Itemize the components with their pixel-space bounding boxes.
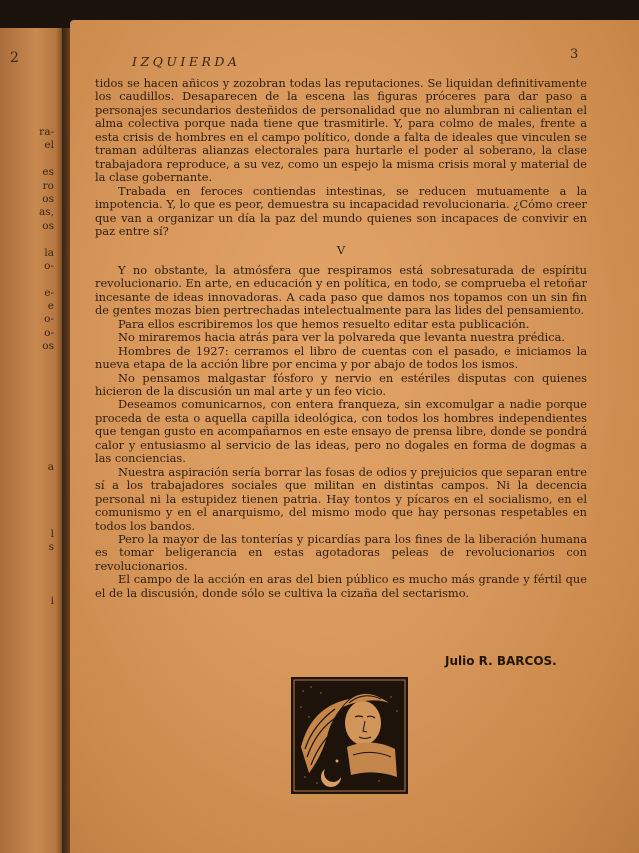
paragraph: No miraremos hacia atrás para ver la polvareda que levanta nuestra prédica. — [118, 330, 566, 345]
left-fragment-line — [0, 474, 54, 487]
left-fragment-line — [0, 354, 54, 367]
left-fragment-line: e — [47, 300, 54, 313]
page-number: 3 — [570, 47, 579, 62]
paragraph: El campo de la acción en aras del bien público es mucho más grande y fértil que el de la discusión, donde sólo se cultiva la cizaña del sectarismo. — [95, 572, 587, 600]
left-fragment-line: ro — [42, 179, 54, 192]
left-fragment-line — [0, 434, 54, 447]
left-fragment-line — [0, 514, 54, 527]
left-fragment-line: e- — [44, 286, 54, 299]
left-fragment-line — [0, 581, 54, 594]
left-fragment-line: os — [42, 192, 54, 205]
left-fragment-line: o- — [44, 259, 54, 272]
left-fragment-line — [0, 421, 54, 434]
left-fragment-line: o- — [44, 313, 54, 326]
left-fragment-line — [0, 555, 54, 568]
section-numeral: V — [336, 243, 346, 258]
left-fragment-line: l — [50, 527, 54, 540]
left-fragment-line — [0, 233, 54, 246]
left-fragment-line — [0, 367, 54, 380]
left-fragment-line — [0, 501, 54, 514]
author-signature: Julio R. BARCOS. — [445, 654, 557, 668]
left-page-fragments — [0, 126, 62, 635]
left-fragment-line — [0, 407, 54, 420]
running-header: IZQUIERDA — [132, 54, 241, 69]
article-body — [95, 77, 587, 600]
paragraph: Y no obstante, la atmósfera que respiramos está sobresaturada de espíritu revolucionario. En arte, en educación y en política, en todo, se comprueba el retoñar incesante de ideas innovadoras. A cada paso que damos nos topamos con un sin fin de gentes mozas bien pertrechadas intelectualmente para las lides del pensamiento. — [95, 262, 587, 318]
left-fragment-line: ra- — [39, 126, 54, 138]
woodcut-vignette — [291, 677, 408, 794]
left-fragment-line: o- — [44, 326, 54, 339]
left-fragment-line — [0, 488, 54, 501]
left-fragment-line — [0, 608, 54, 621]
left-fragment-line — [0, 621, 54, 634]
paragraph: Trabada en feroces contiendas intestinas, se reducen mutuamente a la impotencia. Y, lo que es peor, demuestra su incapacidad revolucionaria. ¿Cómo creer que van a organizar un día la paz del mundo quienes son incapaces de convivir en paz entre sí? — [95, 183, 587, 238]
paragraph: Hombres de 1927: cerramos el libro de cuentas con el pasado, e iniciamos la nueva etapa de la acción libre por encima y por abajo de todos los ismos. — [95, 343, 587, 372]
right-page — [70, 20, 639, 853]
paragraph: Deseamos comunicarnos, con entera franqueza, sin excomulgar a nadie porque proceda de esta o aquella capilla ideológica, con todos los hombres independientes que tengan gusto en acompañarnos en este ensayo de prensa libre, donde se pondrá calor y entusiasmo al servicio de las ideas, pero no dogales en forma de dogmas a las conciencias. — [95, 397, 587, 466]
left-fragment-line — [0, 568, 54, 581]
paragraph: Para ellos escribiremos los que hemos resuelto editar esta publicación. — [118, 316, 530, 331]
left-fragment-line: a — [47, 460, 54, 473]
left-fragment-line: os — [42, 219, 54, 232]
left-fragment-line: la — [44, 246, 54, 259]
left-fragment-line: s — [48, 541, 54, 554]
left-page-number: 2 — [10, 50, 19, 66]
left-fragment-line: i — [50, 594, 54, 607]
paragraph: Pero la mayor de las tonterías y picardías para los fines de la liberación humana es tomar beligerancia en estas agotadoras peleas de revolucionarios con revolucionarios. — [95, 531, 587, 573]
left-fragment-line: es — [42, 166, 54, 179]
paragraph: tidos se hacen añicos y zozobran todas las reputaciones. Se liquidan definitivamente los caudillos. Desaparecen de la escena las figuras próceres para dar paso a personajes secundarios desteñidos de personalidad que no alumbran ni calientan el alma colectiva porque nada tiene que trasmitirle. Y, para colmo de males, frente a esta crisis de hombres en el campo político, donde a falta de ideales que vinculen se traman adúlteras alianzas electorales para hurtarle el poder al soberano, la clase trabajadora reproduce, a su vez, como un espejo la misma crisis moral y material de la clase gobernante. — [95, 76, 587, 185]
paragraph: Nuestra aspiración sería borrar las fosas de odios y prejuicios que separan entre sí a los trabajadores sociales que militan en distintas campos. Ni la decencia personal ni la estupidez tienen patria. Hay tontos y pícaros en el socialismo, en el comunismo y en el anarquismo, del mismo modo que hay personas respetables en todos los bandos. — [95, 464, 587, 533]
left-fragment-line: os — [42, 340, 54, 353]
left-fragment-line — [0, 273, 54, 286]
left-fragment-line: el — [44, 139, 54, 152]
left-fragment-line — [0, 447, 54, 460]
left-fragment-line — [0, 380, 54, 393]
left-fragment-line: as, — [39, 206, 54, 219]
paragraph: No pensamos malgastar fósforo y nervio en estériles disputas con quienes hicieron de la discusión un mal arte y un feo vicio. — [95, 370, 587, 398]
left-fragment-line — [0, 394, 54, 407]
left-page — [0, 28, 66, 853]
left-fragment-line — [0, 153, 54, 166]
